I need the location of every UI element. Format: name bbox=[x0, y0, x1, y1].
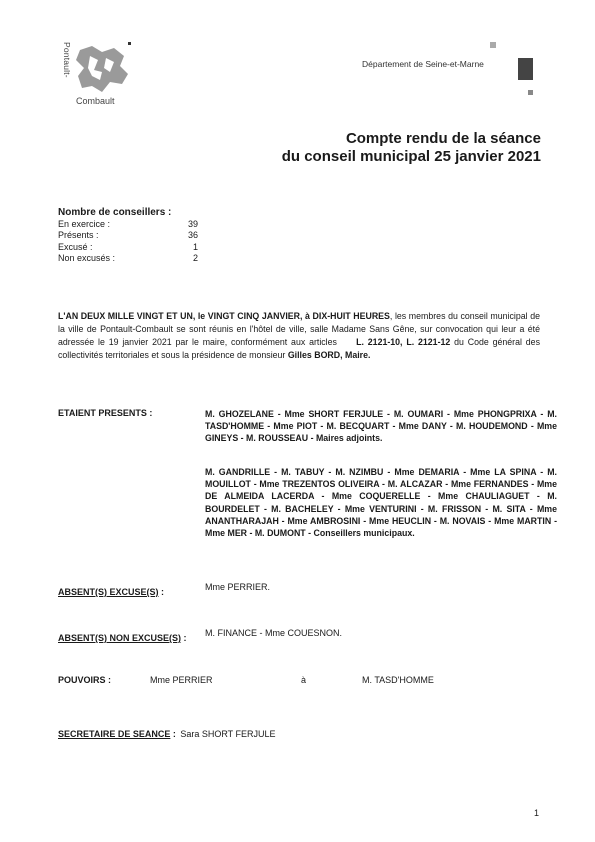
pouvoirs-to: M. TASD'HOMME bbox=[362, 675, 434, 685]
title-line-2: du conseil municipal 25 janvier 2021 bbox=[281, 148, 541, 165]
absent-excuse-value: Mme PERRIER. bbox=[205, 582, 271, 592]
pouvoirs-label: POUVOIRS : bbox=[58, 675, 112, 685]
intro-text: , les membres du conseil municipal de la ville de Pontault-Combault se sont réunis en l'hôtel de ville, salle Madame Sans Gêne, sur convocation qui leur a été adressée le 19 janvier 2021 par le maire, conformément aux articles bbox=[58, 311, 540, 347]
absent-excuse-colon: : bbox=[158, 587, 165, 597]
logo-text-vertical: Pontault- bbox=[62, 42, 72, 78]
presents-conseillers bbox=[205, 466, 557, 539]
department-label: Département de Seine-et-Marne bbox=[362, 59, 484, 69]
town-logo bbox=[62, 42, 142, 110]
intro-articles: L. 2121-10, L. 2121-12 bbox=[356, 337, 451, 347]
presents-adjoints bbox=[205, 408, 557, 445]
presents-label: ETAIENT PRESENTS : bbox=[58, 408, 153, 418]
secretaire-colon: : bbox=[170, 729, 176, 739]
intro-date: L'AN DEUX MILLE VINGT ET UN, le VINGT CINQ JANVIER, à DIX-HUIT HEURES bbox=[58, 311, 390, 321]
count-value: 1 bbox=[192, 241, 198, 252]
intro-text-2: du Code général des collectivités territoriales et sous la présidence de monsieur bbox=[58, 337, 540, 360]
count-row bbox=[58, 230, 198, 242]
title-line-1: Compte rendu de la séance bbox=[345, 130, 541, 147]
absent-excuse-label: ABSENT(S) EXCUSE(S) bbox=[58, 587, 159, 597]
count-label: Non excusés : bbox=[58, 253, 116, 263]
count-label: Excusé : bbox=[58, 241, 93, 252]
page-number: 1 bbox=[534, 808, 540, 818]
count-label: En exercice : bbox=[58, 218, 111, 229]
corner-mark bbox=[490, 42, 540, 98]
intro-mayor: Gilles BORD, Maire. bbox=[287, 350, 371, 360]
count-row bbox=[58, 242, 198, 254]
absent-non-excuse-label: ABSENT(S) NON EXCUSE(S) bbox=[58, 633, 182, 643]
logo-subtitle: Combault bbox=[76, 96, 115, 106]
adjoints-list: M. GHOZELANE - Mme SHORT FERJULE - M. OUMARI - Mme PHONGPRIXA - M. TASD'HOMME - Mme PIOT - M. BECQUART - Mme DANY - M. HOUDEMOND - Mme GINEYS - M. ROUSSEAU - Maires adjoints. bbox=[205, 409, 557, 444]
count-row bbox=[58, 219, 198, 231]
absent-non-excuse-value: M. FINANCE - Mme COUESNON. bbox=[205, 628, 343, 638]
count-row bbox=[58, 253, 198, 265]
secretaire-row bbox=[58, 724, 276, 742]
pouvoirs-separator: à bbox=[301, 675, 307, 685]
count-value: 39 bbox=[187, 218, 198, 229]
count-value: 36 bbox=[187, 230, 198, 240]
count-value: 2 bbox=[192, 253, 198, 263]
councillor-counts bbox=[58, 207, 198, 265]
absent-non-excuse-colon: : bbox=[181, 633, 187, 643]
secretaire-value: Sara SHORT FERJULE bbox=[180, 729, 276, 739]
secretaire-label: SECRETAIRE DE SEANCE bbox=[58, 729, 171, 739]
counts-heading: Nombre de conseillers : bbox=[58, 207, 172, 218]
intro-paragraph bbox=[58, 310, 540, 362]
count-label: Présents : bbox=[58, 230, 99, 240]
logo-emblem-icon bbox=[72, 42, 134, 97]
pouvoirs-from: Mme PERRIER bbox=[150, 675, 213, 685]
conseillers-list: M. GANDRILLE - M. TABUY - M. NZIMBU - Mme DEMARIA - Mme LA SPINA - M. MOUILLOT - Mme TREZENTOS OLIVEIRA - M. ALCAZAR - Mme FERNANDES - Mme DE ALMEIDA LACERDA - Mme COQUERELLE - Mme CHAULIAGUET - M. BOURDELET - M. BACHELEY - Mme VENTURINI - M. FRISSON - M. SITA - Mme ANANTHARAJAH - Mme AMBROSINI - Mme HEUCLIN - M. NOVAIS - Mme MARTIN - Mme MER - M. DUMONT - Conseillers municipaux. bbox=[205, 467, 557, 539]
absent-excuse-row bbox=[58, 582, 164, 600]
absent-non-excuse-row bbox=[58, 628, 187, 646]
page-title bbox=[282, 130, 541, 166]
